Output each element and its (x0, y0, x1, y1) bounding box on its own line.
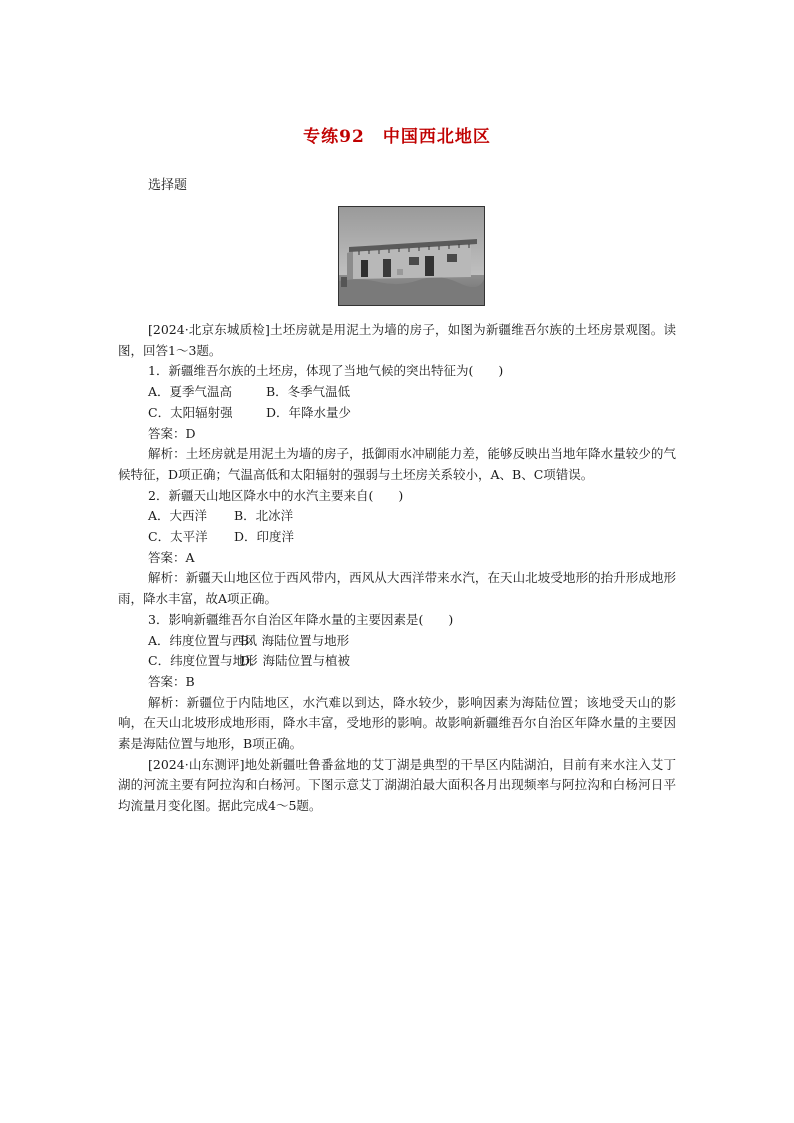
option-b: B．海陆位置与地形 (240, 632, 350, 648)
page-title: 专练92 中国西北地区 (303, 127, 491, 147)
question-body (118, 320, 676, 817)
question-3-options-row-1 (118, 631, 676, 652)
question-3-analysis: 解析：新疆位于内陆地区，水汽难以到达，降水较少，影响因素为海陆位置；该地受天山的影响，在天山北坡形成地形雨，降水丰富，受地形的影响。故影响新疆维吾尔自治区年降水量的主要因素是海陆位置与地形，B项正确。 (118, 694, 676, 752)
adobe-house-photo (338, 206, 485, 306)
option-c: C．太平洋 (148, 529, 208, 545)
question-2-analysis: 解析：新疆天山地区位于西风带内，西风从大西洋带来水汽，在天山北坡受地形的抬升形成地形雨，降水丰富，故A项正确。 (118, 570, 676, 607)
adobe-house-image (339, 207, 484, 305)
question-3-answer: 答案：B (148, 673, 195, 689)
option-c: C．太阳辐射强 (148, 404, 233, 420)
option-a: A．大西洋 (148, 508, 208, 524)
option-d: D．年降水量少 (266, 404, 352, 420)
question-3-options-row-2 (118, 651, 676, 672)
option-c: C．纬度位置与地形 (148, 653, 258, 669)
option-b: B．冬季气温低 (266, 384, 351, 400)
option-d: D．海陆位置与植被 (240, 653, 351, 669)
question-1-options-row-1 (118, 382, 676, 403)
question-1-analysis: 解析：土坯房就是用泥土为墙的房子，抵御雨水冲刷能力差，能够反映出当地年降水量较少的气候特征，D项正确；气温高低和太阳辐射的强弱与土坯房关系较小，A、B、C项错误。 (118, 446, 676, 482)
question-1-answer: 答案：D (148, 425, 196, 441)
option-a: A．夏季气温高 (148, 384, 233, 400)
question-1-options-row-2 (118, 403, 676, 424)
intro-passage-1: [2024·北京东城质检]土坯房就是用泥土为墙的房子，如图为新疆维吾尔族的土坯房景观图。读图，回答1～3题。 (118, 322, 676, 358)
question-3-stem: 3．影响新疆维吾尔自治区年降水量的主要因素是( ) (148, 611, 454, 627)
question-2-options-row-2 (118, 527, 676, 548)
question-2-options-row-1 (118, 506, 676, 527)
question-1-stem: 1．新疆维吾尔族的土坯房，体现了当地气候的突出特征为( ) (148, 363, 504, 379)
option-d: D．印度洋 (234, 529, 295, 545)
question-2-answer: 答案：A (148, 549, 195, 565)
option-a: A．纬度位置与西风 (148, 632, 258, 648)
section-heading: 选择题 (148, 178, 188, 193)
intro-passage-2: [2024·山东测评]地处新疆吐鲁番盆地的艾丁湖是典型的干旱区内陆湖泊，目前有来水注入艾丁湖的河流主要有阿拉沟和白杨河。下图示意艾丁湖湖泊最大面积各月出现频率与阿拉沟和白杨河日平均流量月变化图。据此完成4～5题。 (118, 756, 676, 814)
question-2-stem: 2．新疆天山地区降水中的水汽主要来自( ) (148, 487, 404, 503)
option-b: B．北冰洋 (234, 508, 294, 524)
